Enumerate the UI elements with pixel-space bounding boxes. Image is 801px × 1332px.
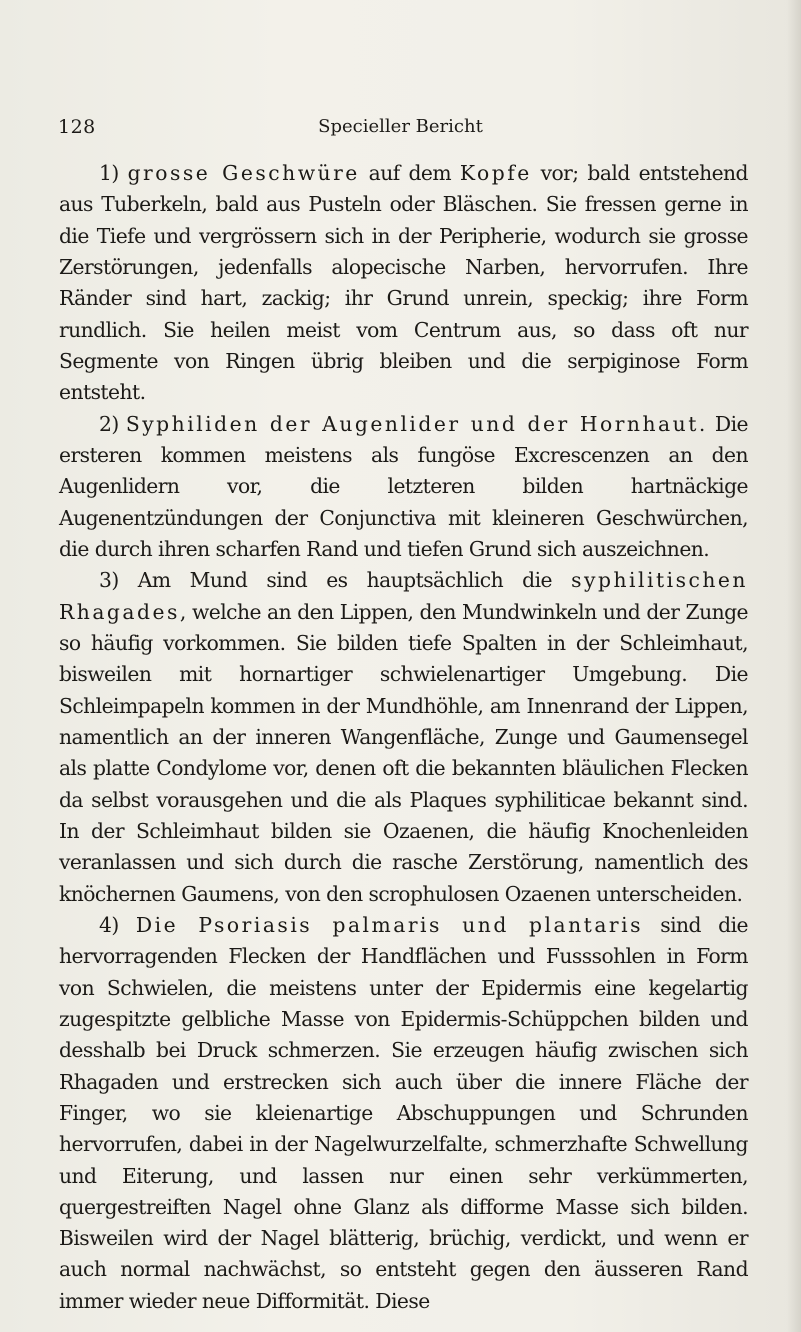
paragraph-lead: 3) Am Mund sind es hauptsächlich die (99, 568, 572, 593)
paragraph-lead: 4) (99, 912, 136, 937)
paragraph-4 (59, 910, 748, 1317)
paragraph-text: Die ersteren kommen meistens als fungöse Excrescenzen an den Augenlidern vor, die letzteren bilden hartnäckige Augenentzündungen der Conjunctiva mit kleineren Geschwürchen, die durch ihren scharfen Rand und tiefen Grund sich auszeichnen. (59, 411, 748, 561)
running-head: Specieller Bericht (318, 116, 483, 137)
paragraph-text: auf dem (359, 161, 460, 185)
paragraph-text: sind die hervorragenden Flecken der Handflächen und Fusssohlen in Form von Schwielen, die meistens unter der Epidermis eine kegelartig zugespitzte gelbliche Masse von Epidermis-Schüppchen bilden und desshalb bei Druck schmerzen. Sie erzeugen häufig zwischen sich Rhagaden und erstrecken sich auch über die innere Fläche der Finger, wo sie kleienartige Abschuppungen und Schrunden hervorrufen, dabei in der Nagelwurzelfalte, schmerzhafte Schwellung und Eiterung, und lassen nur einen sehr verkümmerten, quergestreiften Nagel ohne Glanz als difforme Masse sich bilden. Bisweilen wird der Nagel blätterig, brüchig, verdickt, und wenn er auch normal nachwächst, so entsteht gegen den äusseren Rand immer wieder neue Difformität. Diese (59, 912, 748, 1313)
emphasized-term: syphilitischen Rhagades (59, 568, 748, 624)
emphasized-term: grosse Geschwüre (127, 161, 360, 185)
paragraph-2 (59, 409, 748, 566)
body-text (59, 158, 748, 1317)
paragraph-lead: 2) (99, 411, 126, 436)
section-heading: Die Psoriasis palmaris und plantaris (135, 912, 644, 937)
section-heading: Syphiliden der Augenlider und der Hornhaut. (125, 411, 708, 436)
page-number: 128 (58, 116, 96, 138)
emphasized-term: Kopfe (459, 161, 532, 185)
paragraph-lead: 1) (99, 161, 128, 185)
paragraph-text: vor; bald entstehend aus Tuberkeln, bald aus Pusteln oder Bläschen. Sie fressen gerne in die Tiefe und vergrössern sich in der Peripherie, wodurch sie grosse Zerstörungen, jedenfalls alopecische Narben, hervorrufen. Ihre Ränder sind hart, zackig; ihr Grund unrein, speckig; ihre Form rundlich. Sie heilen meist vom Centrum aus, so dass oft nur Segmente von Ringen übrig bleiben und die serpiginose Form entsteht. (59, 161, 748, 405)
page-header (58, 116, 743, 146)
paragraph-1 (59, 158, 748, 409)
paragraph-3 (59, 565, 748, 910)
paragraph-text: , welche an den Lippen, den Mundwinkeln und der Zunge so häufig vorkommen. Sie bilden tiefe Spalten in der Schleimhaut, bisweilen mit hornartiger schwielenartiger Umgebung. Die Schleimpapeln kommen in der Mundhöhle, am Innenrand der Lippen, namentlich an der inneren Wangenfläche, Zunge und Gaumensegel als platte Condylome vor, denen oft die bekannten bläulichen Flecken da selbst vorausgehen und die als Plaques syphiliticae bekannt sind. In der Schleimhaut bilden sie Ozaenen, die häufig Knochenleiden veranlassen und sich durch die rasche Zerstörung, namentlich des knöchernen Gaumens, von den scrophulosen Ozaenen unterscheiden. (59, 599, 748, 906)
